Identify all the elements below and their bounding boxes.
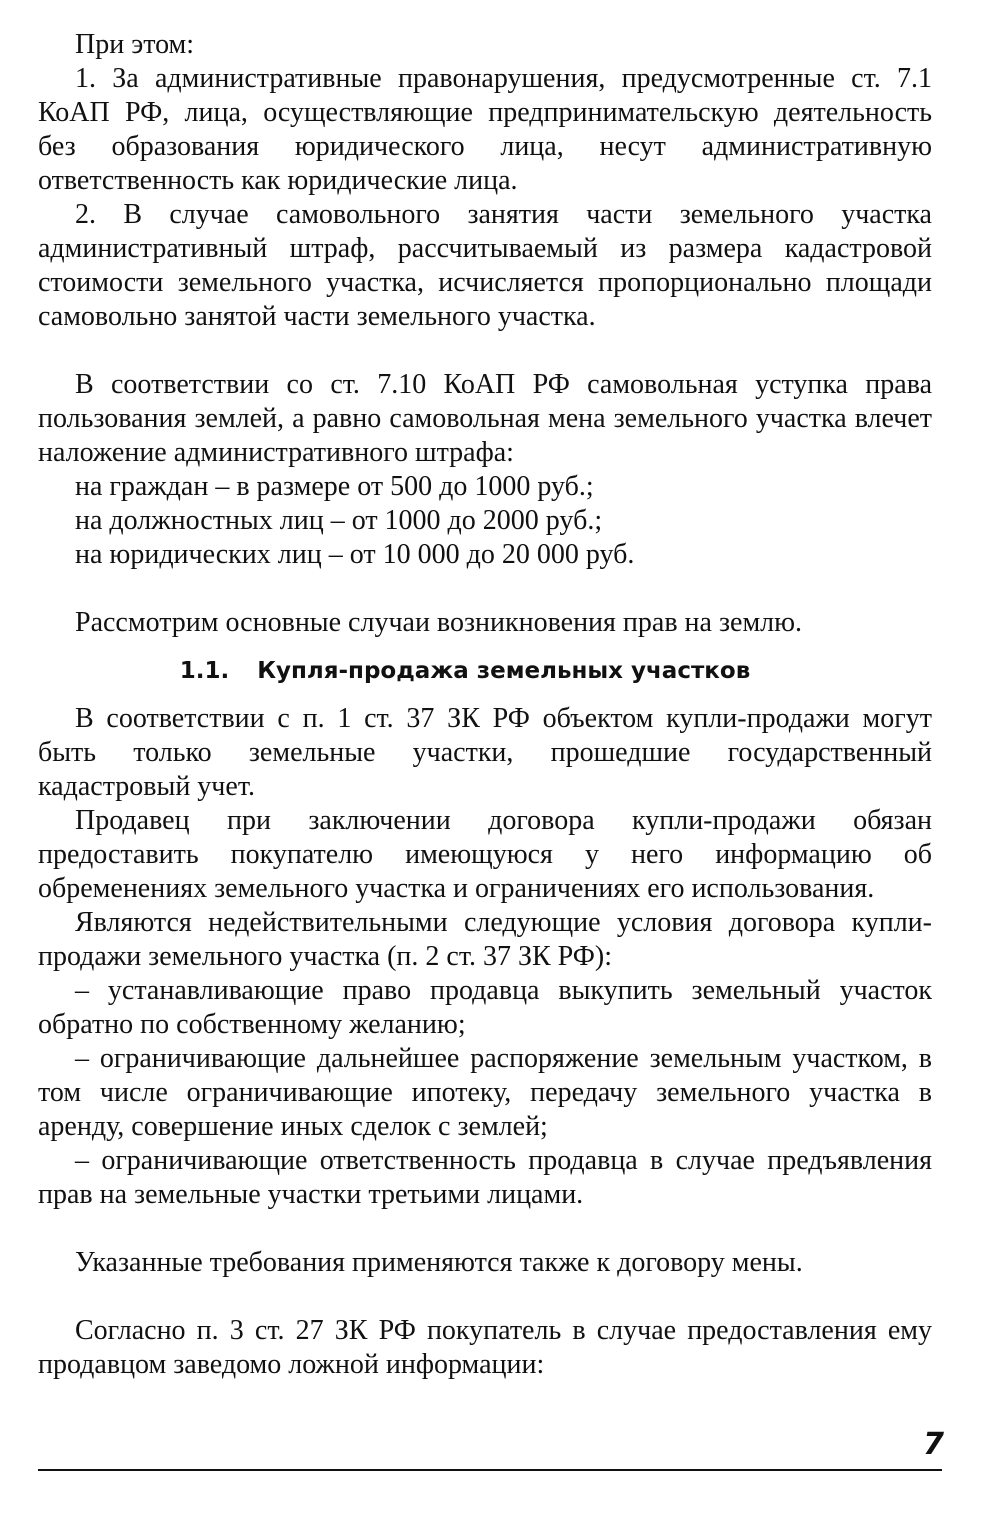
list-item: – ограничивающие дальнейшее распоряжение земельным участком, в том числе ограничивающие ипотеку, передачу земельного участка в аренду, совершение иных сделок с землей; — [38, 1043, 932, 1142]
paragraph-article-27: Согласно п. 3 ст. 27 ЗК РФ покупатель в случае предоставления ему продавцом заведомо ложной информации: — [38, 1315, 932, 1380]
paragraph-seller-duty: Продавец при заключении договора купли-продажи обязан предоставить покупателю имеющуюся у него информацию об обременениях земельного участка и ограничениях его использования. — [38, 805, 932, 904]
intro-line: При этом: — [75, 29, 195, 60]
fine-item: на юридических лиц – от 10 000 до 20 000 руб. — [75, 539, 635, 570]
page-body — [38, 28, 932, 1382]
paragraph-article-37: В соответствии с п. 1 ст. 37 ЗК РФ объектом купли-продажи могут быть только земельные участки, прошедшие государственный кадастровый учет. — [38, 703, 932, 802]
list-item: – ограничивающие ответственность продавца в случае предъявления прав на земельные участки третьими лицами. — [38, 1145, 932, 1210]
fine-item: на граждан – в размере от 500 до 1000 руб.; — [75, 471, 594, 502]
paragraph-note-1: 1. За административные правонарушения, предусмотренные ст. 7.1 КоАП РФ, лица, осуществляющие предпринимательскую деятельность без образования юридического лица, несут административную ответственность как юридические лица. — [38, 63, 932, 196]
section-heading — [38, 640, 932, 702]
paragraph-invalid-terms: Являются недействительными следующие условия договора купли-продажи земельного участка (п. 2 ст. 37 ЗК РФ): — [38, 907, 932, 972]
paragraph-article-7-10: В соответствии со ст. 7.10 КоАП РФ самовольная уступка права пользования землей, а равно самовольная мена земельного участка влечет наложение административного штрафа: — [38, 369, 932, 468]
list-item: – устанавливающие право продавца выкупить земельный участок обратно по собственному желанию; — [38, 975, 932, 1040]
footer-rule — [38, 1469, 942, 1471]
section-title: Купля-продажа земельных участков — [257, 658, 751, 684]
page-number: 7 — [923, 1427, 944, 1462]
fine-item: на должностных лиц – от 1000 до 2000 руб.; — [75, 505, 603, 536]
paragraph-note-2: 2. В случае самовольного занятия части земельного участка административный штраф, рассчитываемый из размера кадастровой стоимости земельного участка, исчисляется пропорционально площади самовольно занятой части земельного участка. — [38, 199, 932, 332]
section-number: 1.1. — [179, 658, 230, 684]
paragraph-transition: Рассмотрим основные случаи возникновения прав на землю. — [75, 607, 803, 638]
paragraph-exchange: Указанные требования применяются также к договору мены. — [75, 1247, 803, 1278]
